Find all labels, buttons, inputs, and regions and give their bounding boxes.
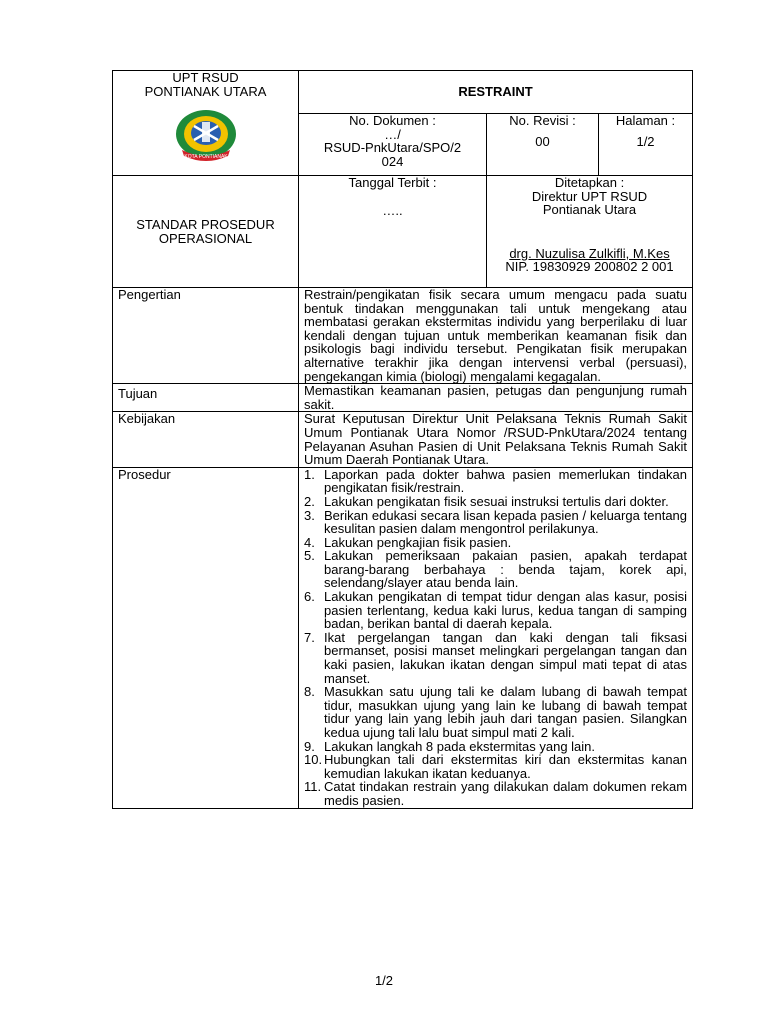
page-label: Halaman : xyxy=(615,113,676,128)
procedure-step-text: Lakukan pengikatan fisik sesuai instruksi tertulis dari dokter. xyxy=(324,493,669,509)
procedure-step xyxy=(304,495,687,509)
procedure-step xyxy=(304,549,687,590)
page-cell xyxy=(599,114,693,176)
procedure-step-number: 11. xyxy=(304,779,322,795)
org-name: UPT RSUD PONTIANAK UTARA xyxy=(144,70,267,99)
kebijakan-label: Kebijakan xyxy=(113,412,299,467)
procedure-step-number: 5. xyxy=(304,548,315,564)
doc-number-value: …/ RSUD-PnkUtara/SPO/2 024 xyxy=(323,126,462,169)
revision-label: No. Revisi : xyxy=(509,113,576,128)
prosedur-cell xyxy=(299,467,693,808)
sop-label-cell xyxy=(113,176,299,288)
procedure-step xyxy=(304,631,687,685)
approval-cell xyxy=(487,176,693,288)
procedure-step-number: 1. xyxy=(304,466,315,482)
approval-label: Ditetapkan : Direktur UPT RSUD Pontianak Utara xyxy=(531,175,648,218)
procedure-step-text: Hubungkan tali dari ekstermitas kiri dan ekstermitas kanan kemudian lakukan ikatan keduanya. xyxy=(324,752,688,781)
emblem-caption: KOTA PONTIANAK xyxy=(183,154,228,161)
revision-value: 00 xyxy=(535,133,550,149)
pengertian-label: Pengertian xyxy=(113,288,299,384)
city-emblem-logo xyxy=(118,104,293,169)
procedure-step-text: Lakukan pemeriksaan pakaian pasien, apakah terdapat barang-barang berbahaya : benda tajam, korek api, selendang/slayer atau benda lain. xyxy=(324,548,688,591)
procedure-step xyxy=(304,685,687,739)
doc-number-label: No. Dokumen : xyxy=(349,113,436,128)
procedure-step xyxy=(304,468,687,495)
procedure-step-number: 2. xyxy=(304,493,315,509)
procedure-step-text: Lakukan pengikatan di tempat tidur dengan alas kasur, posisi pasien terlentang, kedua kaki lurus, kedua tangan di samping badan, berikan bantal di daerah kepala. xyxy=(324,589,688,632)
prosedur-label: Prosedur xyxy=(113,467,299,808)
procedure-step xyxy=(304,753,687,780)
procedure-step-text: Laporkan pada dokter bahwa pasien memerlukan tindakan pengikatan fisik/restrain. xyxy=(324,466,688,496)
org-cell xyxy=(113,71,299,176)
tujuan-text: Memastikan keamanan pasien, petugas dan pengunjung rumah sakit. xyxy=(299,384,693,412)
procedure-step-text: Lakukan pengkajian fisik pasien. xyxy=(324,534,512,550)
procedure-step xyxy=(304,509,687,536)
procedure-step-number: 7. xyxy=(304,629,315,645)
procedure-step-text: Lakukan langkah 8 pada ekstermitas yang lain. xyxy=(324,738,596,754)
procedure-step-text: Ikat pergelangan tangan dan kaki dengan tali fiksasi bermanset, posisi manset melingkari pergelangan tangan dan kaki pasien, lakukan ikatan dengan simpul mati tepat di atas manset. xyxy=(324,629,688,686)
procedure-step xyxy=(304,590,687,631)
page-value: 1/2 xyxy=(636,133,655,149)
revision-cell xyxy=(487,114,599,176)
procedure-step-number: 9. xyxy=(304,738,315,754)
document-title: RESTRAINT xyxy=(299,71,693,114)
procedure-step-text: Berikan edukasi secara lisan kepada pasien / keluarga tentang kesulitan pasien dalam mengontrol perilakunya. xyxy=(324,507,688,537)
doc-number-cell xyxy=(299,114,487,176)
procedure-step-number: 10. xyxy=(304,752,323,768)
procedure-step-text: Masukkan satu ujung tali ke dalam lubang di bawah tempat tidur, masukkan ujung yang lain ke lubang di bawah tempat tidur yang lain yang lebih jauh dari tangan pasien. Silangkan kedua ujung tali lalu buat simpul mati 2 kali. xyxy=(324,684,688,740)
procedure-step-text: Catat tindakan restrain yang dilakukan dalam dokumen rekam medis pasien. xyxy=(324,779,688,808)
emblem-icon xyxy=(168,104,244,166)
tujuan-label: Tujuan xyxy=(113,384,299,412)
issue-date-value: ….. xyxy=(382,202,403,218)
sop-document-table xyxy=(112,70,693,809)
procedure-step xyxy=(304,740,687,754)
procedure-steps-list xyxy=(304,468,687,808)
issue-date-cell xyxy=(299,176,487,288)
procedure-step-number: 4. xyxy=(304,534,315,550)
sop-label: STANDAR PROSEDUR OPERASIONAL xyxy=(136,216,275,246)
approver-nip: NIP. 19830929 200802 2 001 xyxy=(505,259,674,275)
procedure-step xyxy=(304,780,687,807)
procedure-step-number: 3. xyxy=(304,507,315,523)
issue-date-label: Tanggal Terbit : xyxy=(348,175,437,190)
page-number-footer: 1/2 xyxy=(374,973,394,988)
procedure-step xyxy=(304,536,687,550)
approver-name: drg. Nuzulisa Zulkifli, M.Kes xyxy=(509,245,670,261)
procedure-step-number: 6. xyxy=(304,589,315,605)
pengertian-text: Restrain/pengikatan fisik secara umum mengacu pada suatu bentuk tindakan menggunakan tali untuk mengekang atau membatasi gerakan ekstermitas individu yang berperilaku di luar kendali dengan tujuan untuk memberikan keamanan fisik dan psikologis bagi individu tersebut. Pengikatan fisik merupakan alternative terakhir jika dengan intervensi verbal (persuasi), pengekangan kimia (biologi) mengalami kegagalan. xyxy=(299,288,693,384)
procedure-step-number: 8. xyxy=(304,684,315,700)
kebijakan-text: Surat Keputusan Direktur Unit Pelaksana Teknis Rumah Sakit Umum Pontianak Utara Nomor /RSUD-PnkUtara/2024 tentang Pelayanan Asuhan Pasien di Unit Pelaksana Teknis Rumah Sakit Umum Daerah Pontianak Utara. xyxy=(299,412,693,467)
